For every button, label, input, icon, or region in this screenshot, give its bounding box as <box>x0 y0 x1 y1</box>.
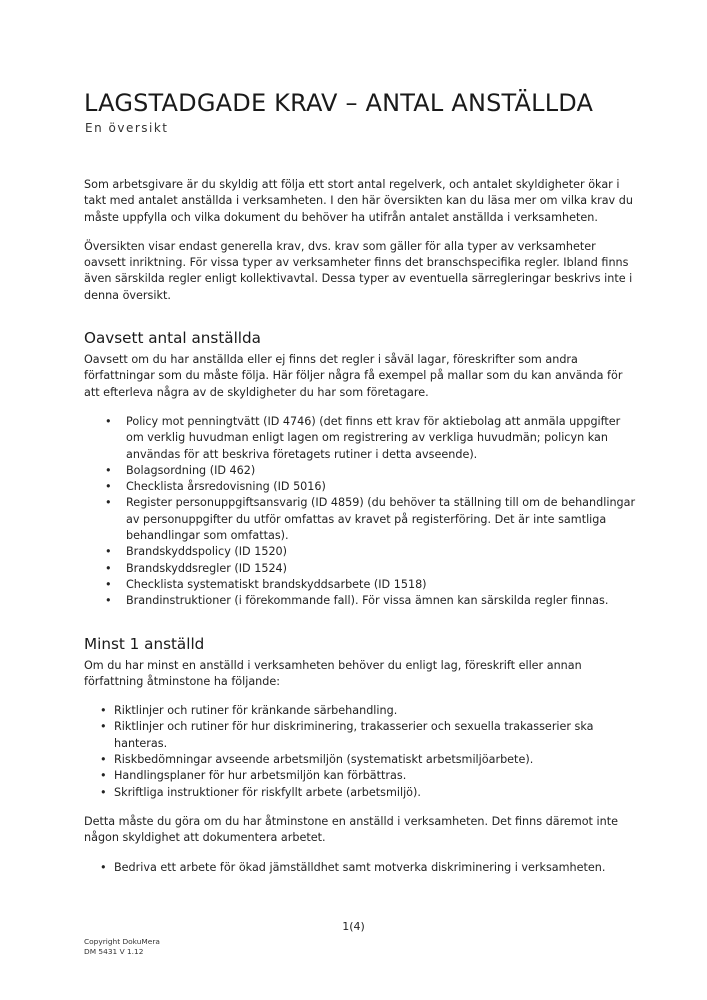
section-paragraph: Detta måste du göra om du har åtminstone en anställd i verksamheten. Det finns däremot inte någon skyldighet att dokumentera arbetet. <box>84 814 618 845</box>
section-paragraph: Oavsett om du har anställda eller ej finns det regler i såväl lagar, föreskrifter som andra författningar som du måste följa. Här följer några få exempel på mallar som du kan använda för att efterleva några av de skyldigheter du har som företagare. <box>84 353 623 399</box>
list-item: • Checklista årsredovisning (ID 5016) <box>84 479 639 495</box>
list-item: • Policy mot penningtvätt (ID 4746) (det finns ett krav för aktiebolag att anmäla uppgifter om verklig huvudman enligt lagen om registrering av verkliga huvudmän; policyn kan användas för att beskriva företagets rutiner i detta avseende). <box>84 414 639 463</box>
list-item: • Brandskyddspolicy (ID 1520) <box>84 544 639 560</box>
list-item: • Riktlinjer och rutiner för kränkande särbehandling. <box>84 703 639 719</box>
list-item: • Bolagsordning (ID 462) <box>84 463 639 479</box>
list-item: • Register personuppgiftsansvarig (ID 4859) (du behöver ta ställning till om de behandlingar av personuppgifter du utför omfattas av kravet på registerföring. Det är inte samtliga behandlingar som omfattas). <box>84 495 639 544</box>
list-item: • Checklista systematiskt brandskyddsarbete (ID 1518) <box>84 577 639 593</box>
requirements-list <box>84 703 639 801</box>
list-item: • Handlingsplaner för hur arbetsmiljön kan förbättras. <box>84 768 639 784</box>
list-item: • Skriftliga instruktioner för riskfyllt arbete (arbetsmiljö). <box>84 785 639 801</box>
document-subtitle: En översikt <box>85 121 169 135</box>
section-paragraph: Om du har minst en anställd i verksamheten behöver du enligt lag, föreskrift eller annan författning åtminstone ha följande: <box>84 658 582 688</box>
intro-paragraph: Översikten visar endast generella krav, dvs. krav som gäller för alla typer av verksamheter oavsett inriktning. För vissa typer av verksamheter finns det branschspecifika regler. Ibland finns även särskilda regler enligt kollektivavtal. Dessa typer av eventuella särregleringar beskrivs inte i denna översikt. <box>84 239 633 302</box>
document-id: DM 5431 V 1.12 <box>84 947 144 956</box>
copyright-text: Copyright DokuMera <box>84 937 160 946</box>
requirements-list <box>84 414 639 610</box>
list-item: • Brandskyddsregler (ID 1524) <box>84 561 639 577</box>
document-title: LAGSTADGADE KRAV – ANTAL ANSTÄLLDA <box>84 89 594 117</box>
intro-paragraph: Som arbetsgivare är du skyldig att följa ett stort antal regelverk, och antalet skyldigheter ökar i takt med antalet anställda i verksamheten. I den här översikten kan du läsa mer om vilka krav du måste uppfylla och vilka dokument du behöver ha utifrån antalet anställda i verksamheten. <box>84 178 633 224</box>
section-heading: Oavsett antal anställda <box>84 329 261 348</box>
section-heading: Minst 1 anställd <box>84 634 205 653</box>
list-item: • Bedriva ett arbete för ökad jämställdhet samt motverka diskriminering i verksamheten. <box>84 860 639 876</box>
list-item: • Brandinstruktioner (i förekommande fall). För vissa ämnen kan särskilda regler finnas. <box>84 593 639 609</box>
list-item: • Riktlinjer och rutiner för hur diskriminering, trakasserier och sexuella trakasserier ska hanteras. <box>84 719 639 752</box>
list-item: • Riskbedömningar avseende arbetsmiljön (systematiskt arbetsmiljöarbete). <box>84 752 639 768</box>
page-number: 1(4) <box>342 920 365 933</box>
document-body <box>84 177 639 889</box>
requirements-list <box>84 860 639 876</box>
footer <box>84 937 160 957</box>
